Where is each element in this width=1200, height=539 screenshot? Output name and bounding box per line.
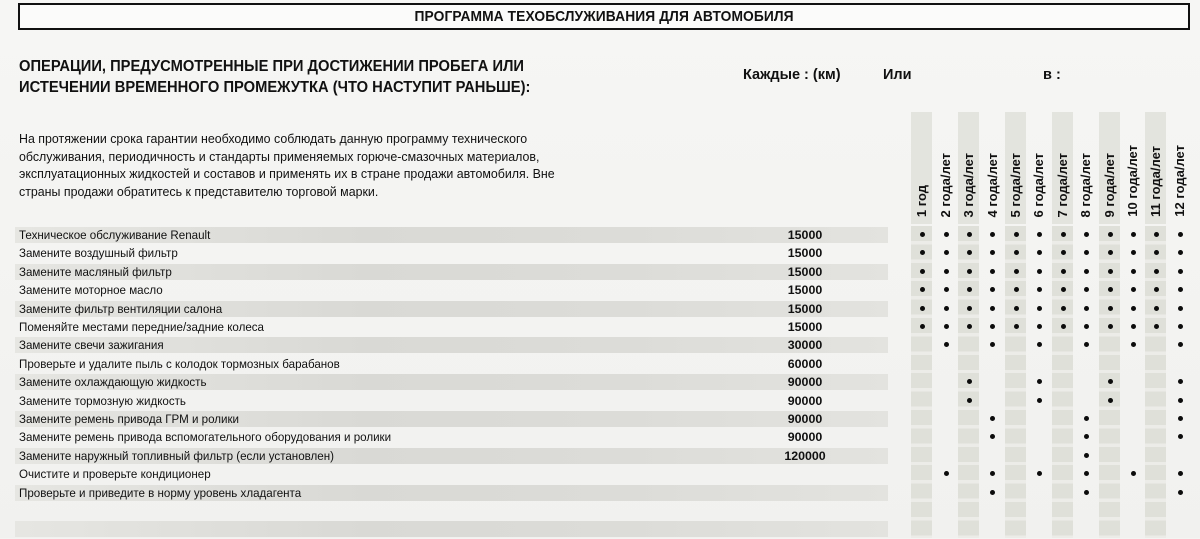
column-header-12 [1168,112,1191,217]
scheduled-dot-icon [990,269,995,274]
table-row [0,520,1200,538]
scheduled-dot-icon [967,287,972,292]
interval-km: 15000 [787,320,823,334]
interval-km: 90000 [787,375,823,390]
interval-km: 90000 [787,430,823,445]
column-header-6 [1027,112,1050,217]
scheduled-dot-icon [1154,269,1159,274]
scheduled-dot-icon [920,232,925,237]
column-header-label: 3 года/лет [961,152,976,217]
scheduled-dot-icon [1131,471,1136,476]
table-row [0,263,1200,281]
intro-line-4: страны продажи обратитесь к представителю торговой марки. [19,183,379,199]
table-row [0,355,1200,373]
operations-heading [19,56,626,98]
interval-km: 15000 [787,264,823,279]
scheduled-dot-icon [920,287,925,292]
table-row [0,428,1200,446]
column-header-label: 11 года/лет [1148,146,1163,217]
interval-km: 15000 [787,228,823,242]
scheduled-dot-icon [1037,287,1042,292]
operation-name: Проверьте и приведите в норму уровень хладагента [19,485,302,500]
scheduled-dot-icon [1131,287,1136,292]
or-label: Или [883,67,912,83]
scheduled-dot-icon [920,269,925,274]
column-header-label: 2 года/лет [938,152,953,217]
in-years-label: в : [1043,67,1061,83]
scheduled-dot-icon [944,287,949,292]
scheduled-dot-icon [920,250,925,255]
scheduled-dot-icon [1084,306,1089,311]
scheduled-dot-icon [1131,306,1136,311]
scheduled-dot-icon [1084,232,1089,237]
operation-name: Замените масляный фильтр [19,264,172,279]
column-header-2 [934,112,957,217]
table-row [0,226,1200,244]
scheduled-dot-icon [1131,232,1136,237]
scheduled-dot-icon [1108,398,1113,403]
scheduled-dot-icon [1037,232,1042,237]
scheduled-dot-icon [990,232,995,237]
scheduled-dot-icon [1014,306,1019,311]
scheduled-dot-icon [1178,232,1183,237]
scheduled-dot-icon [1154,232,1159,237]
scheduled-dot-icon [1178,434,1183,439]
column-header-8 [1074,112,1097,217]
scheduled-dot-icon [1108,287,1113,292]
operations-heading-line-1: ОПЕРАЦИИ, ПРЕДУСМОТРЕННЫЕ ПРИ ДОСТИЖЕНИИ ПРОБЕГА ИЛИ [19,58,525,75]
column-header-label: 8 года/лет [1078,152,1093,217]
scheduled-dot-icon [967,232,972,237]
scheduled-dot-icon [1014,232,1019,237]
scheduled-dot-icon [944,232,949,237]
scheduled-dot-icon [967,269,972,274]
scheduled-dot-icon [1108,379,1113,384]
scheduled-dot-icon [990,434,995,439]
table-row [0,373,1200,391]
table-row [0,447,1200,465]
every-km-label: Каждые : (км) [743,67,841,83]
scheduled-dot-icon [1108,232,1113,237]
column-header-label: 10 года/лет [1125,145,1140,217]
interval-km: 15000 [787,246,823,261]
scheduled-dot-icon [1084,434,1089,439]
scheduled-dot-icon [1178,490,1183,495]
scheduled-dot-icon [990,306,995,311]
scheduled-dot-icon [944,324,949,329]
column-header-label: 4 года/лет [985,152,1000,217]
scheduled-dot-icon [1061,250,1066,255]
column-header-4 [981,112,1004,217]
scheduled-dot-icon [944,306,949,311]
table-row [0,484,1200,502]
scheduled-dot-icon [990,250,995,255]
scheduled-dot-icon [967,398,972,403]
operation-name: Замените охлаждающую жидкость [19,375,207,390]
scheduled-dot-icon [1084,324,1089,329]
column-header-label: 9 года/лет [1102,152,1117,217]
column-header-11 [1144,112,1167,217]
scheduled-dot-icon [1178,379,1183,384]
scheduled-dot-icon [1037,324,1042,329]
scheduled-dot-icon [1084,453,1089,458]
scheduled-dot-icon [967,250,972,255]
scheduled-dot-icon [1178,269,1183,274]
scheduled-dot-icon [1037,306,1042,311]
scheduled-dot-icon [1014,269,1019,274]
scheduled-dot-icon [1084,269,1089,274]
operation-name: Техническое обслуживание Renault [19,228,211,242]
scheduled-dot-icon [1061,269,1066,274]
table-row [0,465,1200,483]
scheduled-dot-icon [1154,250,1159,255]
operation-name: Замените тормозную жидкость [19,393,186,408]
scheduled-dot-icon [1178,471,1183,476]
title-box [18,3,1190,30]
intro-line-1: На протяжении срока гарантии необходимо соблюдать данную программу технического [19,131,528,146]
scheduled-dot-icon [1037,379,1042,384]
scheduled-dot-icon [1084,250,1089,255]
table-row [0,244,1200,262]
scheduled-dot-icon [1061,287,1066,292]
scheduled-dot-icon [1131,324,1136,329]
column-header-9 [1098,112,1121,217]
scheduled-dot-icon [990,287,995,292]
scheduled-dot-icon [1084,490,1089,495]
interval-km: 60000 [787,356,823,371]
operation-name: Замените воздушный фильтр [19,246,178,261]
page-title: ПРОГРАММА ТЕХОБСЛУЖИВАНИЯ ДЛЯ АВТОМОБИЛЯ [414,8,794,25]
scheduled-dot-icon [990,471,995,476]
column-header-10 [1121,112,1144,217]
column-header-label: 6 года/лет [1031,152,1046,217]
scheduled-dot-icon [1014,324,1019,329]
scheduled-dot-icon [1084,471,1089,476]
scheduled-dot-icon [1061,324,1066,329]
scheduled-dot-icon [967,379,972,384]
column-header-3 [957,112,980,217]
table-row [0,392,1200,410]
scheduled-dot-icon [1131,269,1136,274]
scheduled-dot-icon [1178,306,1183,311]
scheduled-dot-icon [1037,269,1042,274]
scheduled-dot-icon [920,306,925,311]
scheduled-dot-icon [1014,250,1019,255]
scheduled-dot-icon [1131,342,1136,347]
interval-km: 30000 [787,338,823,353]
scheduled-dot-icon [1061,306,1066,311]
intro-line-3: эксплуатационных жидкостей и составов и применять их в стране продажи автомобиля. Вне [19,166,555,181]
warranty-intro-paragraph [19,130,696,200]
scheduled-dot-icon [944,471,949,476]
operation-name: Замените ремень привода ГРМ и ролики [19,412,240,426]
scheduled-dot-icon [1178,287,1183,292]
interval-km: 90000 [787,412,823,426]
scheduled-dot-icon [1084,287,1089,292]
scheduled-dot-icon [944,250,949,255]
table-row [0,281,1200,299]
scheduled-dot-icon [990,416,995,421]
column-header-1 [910,112,933,217]
interval-km: 120000 [784,448,826,463]
scheduled-dot-icon [1084,342,1089,347]
operation-name: Проверьте и удалите пыль с колодок тормозных барабанов [19,356,340,371]
column-header-5 [1004,112,1027,217]
column-header-label: 5 года/лет [1008,152,1023,217]
scheduled-dot-icon [1037,250,1042,255]
scheduled-dot-icon [990,342,995,347]
operation-name: Замените моторное масло [19,283,163,298]
operation-name: Замените ремень привода вспомогательного оборудования и ролики [19,430,392,445]
scheduled-dot-icon [1178,250,1183,255]
column-header-7 [1051,112,1074,217]
column-header-label: 7 года/лет [1055,152,1070,217]
interval-km: 90000 [787,393,823,408]
operation-name: Замените фильтр вентиляции салона [19,301,223,316]
scheduled-dot-icon [967,324,972,329]
scheduled-dot-icon [1178,342,1183,347]
column-header-label: 1 год [914,184,929,217]
column-header-label: 12 года/лет [1172,145,1187,217]
interval-km: 15000 [787,301,823,316]
scheduled-dot-icon [1014,287,1019,292]
table-row [0,336,1200,354]
table-row [0,410,1200,428]
scheduled-dot-icon [1154,324,1159,329]
scheduled-dot-icon [1178,416,1183,421]
operation-name: Замените свечи зажигания [19,338,164,353]
intro-line-2: обслуживания, периодичность и стандарты применяемых горюче-смазочных материалов, [19,148,540,164]
scheduled-dot-icon [1061,232,1066,237]
scheduled-dot-icon [1154,287,1159,292]
scheduled-dot-icon [1037,342,1042,347]
scheduled-dot-icon [944,269,949,274]
row-shade-band [15,503,888,519]
scheduled-dot-icon [990,324,995,329]
scheduled-dot-icon [1037,471,1042,476]
scheduled-dot-icon [1037,398,1042,403]
scheduled-dot-icon [1108,324,1113,329]
scheduled-dot-icon [1108,306,1113,311]
scheduled-dot-icon [967,306,972,311]
scheduled-dot-icon [920,324,925,329]
scheduled-dot-icon [1178,324,1183,329]
interval-km: 15000 [787,283,823,298]
scheduled-dot-icon [990,490,995,495]
operation-name: Поменяйте местами передние/задние колеса [19,320,264,334]
scheduled-dot-icon [1108,269,1113,274]
operation-name: Очистите и проверьте кондиционер [19,467,211,482]
table-row [0,318,1200,336]
scheduled-dot-icon [1154,306,1159,311]
operation-name: Замените наружный топливный фильтр (если установлен) [19,448,334,463]
scheduled-dot-icon [1084,416,1089,421]
table-row [0,300,1200,318]
scheduled-dot-icon [1108,250,1113,255]
scheduled-dot-icon [944,342,949,347]
scheduled-dot-icon [1178,398,1183,403]
table-row [0,502,1200,520]
operations-heading-line-2: ИСТЕЧЕНИИ ВРЕМЕННОГО ПРОМЕЖУТКА (ЧТО НАСТУПИТ РАНЬШЕ): [19,79,531,96]
scheduled-dot-icon [1131,250,1136,255]
row-shade-band [15,521,888,537]
